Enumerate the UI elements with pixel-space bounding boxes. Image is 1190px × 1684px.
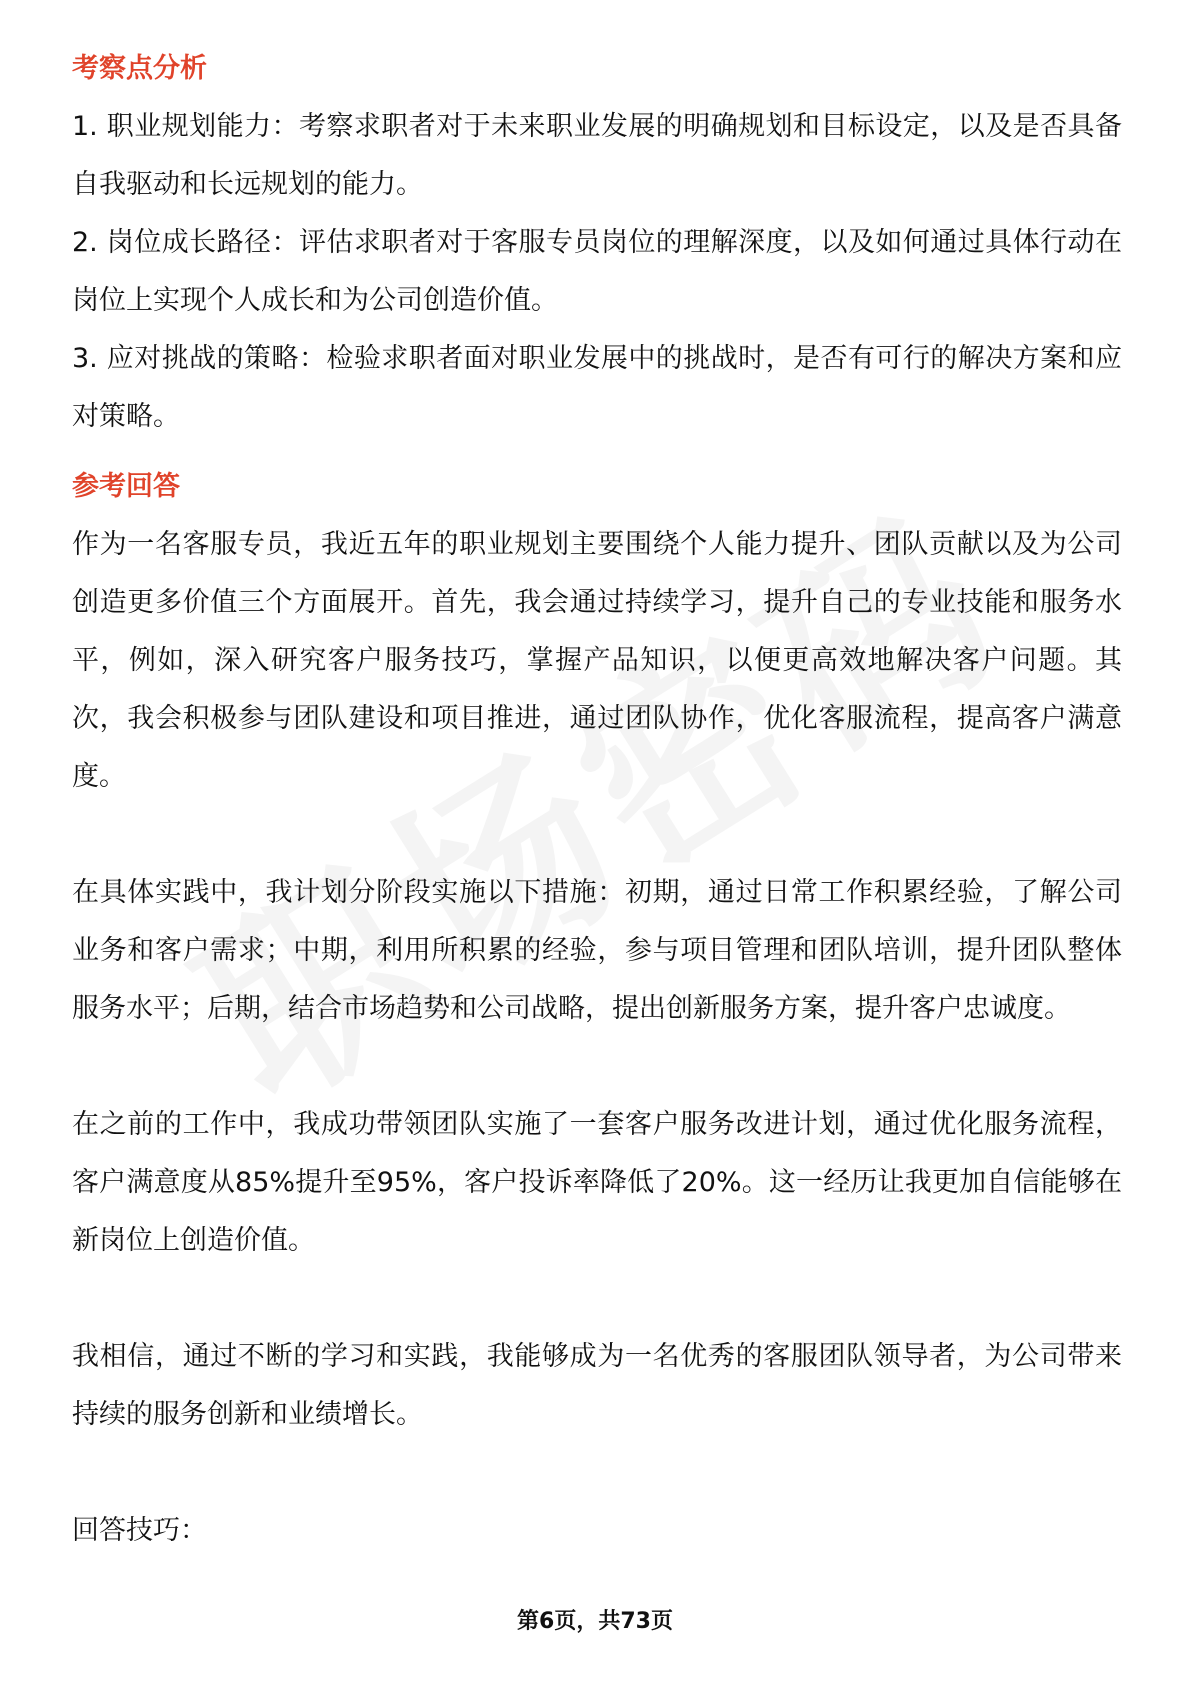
answer-paragraph-2: 在具体实践中，我计划分阶段实施以下措施：初期，通过日常工作积累经验，了解公司业务和客户需求；中期，利用所积累的经验，参与项目管理和团队培训，提升团队整体服务水平；后期，结合市场趋势和公司战略，提出创新服务方案，提升客户忠诚度。 xyxy=(72,877,1122,1024)
spacer xyxy=(72,1038,1122,1096)
page-content xyxy=(72,40,1122,1560)
spacer xyxy=(72,1444,1122,1502)
analysis-item-1: 1. 职业规划能力：考察求职者对于未来职业发展的明确规划和目标设定，以及是否具备自我驱动和长远规划的能力。 xyxy=(72,111,1122,200)
analysis-item-2: 2. 岗位成长路径：评估求职者对于客服专员岗位的理解深度，以及如何通过具体行动在岗位上实现个人成长和为公司创造价值。 xyxy=(72,227,1122,316)
answer-paragraph-1: 作为一名客服专员，我近五年的职业规划主要围绕个人能力提升、团队贡献以及为公司创造更多价值三个方面展开。首先，我会通过持续学习，提升自己的专业技能和服务水平，例如，深入研究客户服务技巧，掌握产品知识，以便更高效地解决客户问题。其次，我会积极参与团队建设和项目推进，通过团队协作，优化客服流程，提高客户满意度。 xyxy=(72,529,1122,792)
spacer xyxy=(72,446,1122,458)
section-title-analysis: 考察点分析 xyxy=(72,53,207,84)
answer-paragraph-4: 我相信，通过不断的学习和实践，我能够成为一名优秀的客服团队领导者，为公司带来持续的服务创新和业绩增长。 xyxy=(72,1341,1122,1430)
analysis-item-3: 3. 应对挑战的策略：检验求职者面对职业发展中的挑战时，是否有可行的解决方案和应对策略。 xyxy=(72,343,1122,432)
spacer xyxy=(72,1270,1122,1328)
answer-tips-label: 回答技巧： xyxy=(72,1515,207,1546)
answer-paragraph-3: 在之前的工作中，我成功带领团队实施了一套客户服务改进计划，通过优化服务流程，客户满意度从85%提升至95%，客户投诉率降低了20%。这一经历让我更加自信能够在新岗位上创造价值。 xyxy=(72,1109,1122,1256)
section-title-answer: 参考回答 xyxy=(72,471,180,502)
spacer xyxy=(72,806,1122,864)
page-number: 第6页，共73页 xyxy=(517,1609,673,1634)
